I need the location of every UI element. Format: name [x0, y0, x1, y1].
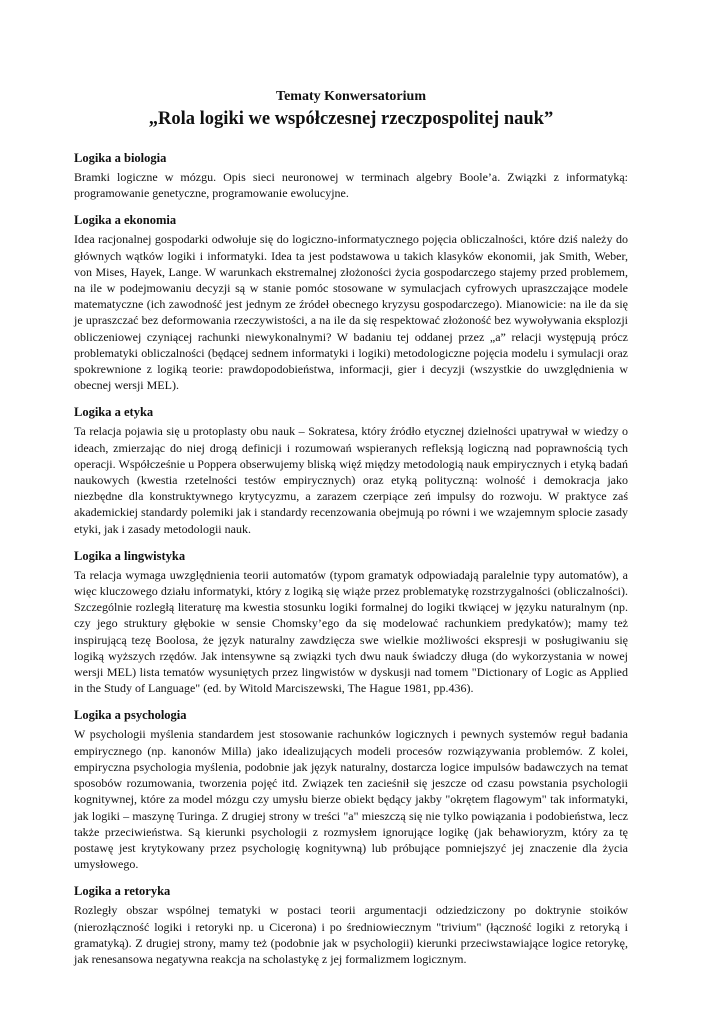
- section-heading: Logika a ekonomia: [74, 213, 177, 228]
- section-heading: Logika a biologia: [74, 151, 167, 165]
- section-body: Idea racjonalnej gospodarki odwołuje się do logiczno-informatycznego pojęcia obliczalności, które dziś należy do głównych wątków logiki i informatyki. Idea ta jest podstawowa u takich klasyków ekonomii, jak Smith, Weber, von Mises, Hayek, Lange. W warunkach ekstremalnej złożoności życia gospodarczego stajemy przed problemem, na ile w podejmowaniu decyzji są w stanie pomóc stosowane w symulacjach cyfrowych upraszczające modele matematyczne (ich zawodność jest jednym ze źródeł obecnego kryzysu gospodarczego). Mianowicie: na ile da się je upraszczać bez deformowania rzeczywistości, a na ile da się respektować złożoność bez wywoływania eksplozji obliczeniowej czyniącej rachunki niewykonalnymi? W badaniu tej oddanej przez „a” relacji występują prócz problematyki obliczalności (będącej sednem informatyki i logiki) metodologiczne pojęcia modelu i symulacji oraz spokrewnione z logiką teorie: prawdopodobieństwa, informacji, gier i decyzji (wszystkie do uwzględnienia w obecnej wersji MEL).: [74, 232, 628, 393]
- section-body: Ta relacja wymaga uwzględnienia teorii automatów (typom gramatyk odpowiadają paralelnie typy automatów), a więc kluczowego działu informatyki, który z logiką się wiąże przez problematykę rozstrzygalności (obliczalności). Szczególnie rozległą literaturę ma kwestia stosunku logiki formalnej do logiki tkwiącej w języku naturalnym (np. czy jego struktury głębokie w sensie Chomsky’ego da się modelować rachunkiem predykatów); mamy też inspirującą tezę Boolosa, że język naturalny zawdzięcza swe wielkie możliwości ekspresji w posługiwaniu się logiką wyższych rzędów. Jak intensywne są związki tych dwu nauk świadczy długa (do wykorzystania w nowej wersji MEL) lista tematów wysuniętych przez lingwistów w dyskusji nad tomem "Dictionary of Logic as Applied in the Study of Language" (ed. by Witold Marciszewski, The Hague 1981, pp.436).: [74, 567, 628, 696]
- section-heading: Logika a etyka: [74, 405, 154, 420]
- section-heading: Logika a psychologia: [74, 708, 187, 723]
- section-body: Ta relacja pojawia się u protoplasty obu nauk – Sokratesa, który źródło etycznej dzielności upatrywał w wiedzy o ideach, zmierzając do niej drogą definicji i rozumowań wspieranych refleksją logiczną nad poprawnością tych operacji. Współcześnie u Poppera obserwujemy bliską więź między metodologią nauk empirycznych i etyką badań naukowych (kwestia rzetelności testów empirycznych) oraz etyką polityczną: wolność i demokracja jako niezbędne dla konstruktywnego krytycyzmu, a zarazem czerpiące zeń impulsy do rozwoju. W praktyce zaś akademickiej standardy polemiki jak i standardy recenzowania obejmują po równi i we wzajemnym splocie zasady etyki, jak i zasady metodologii nauk.: [74, 424, 628, 536]
- section-ethics: [74, 404, 628, 536]
- document-page: [74, 88, 628, 978]
- section-rhetoric: [74, 883, 628, 967]
- section-heading: Logika a lingwistyka: [74, 548, 186, 563]
- section-biology: [74, 150, 628, 201]
- section-heading: Logika a retoryka: [74, 884, 171, 899]
- document-title: „Rola logiki we współczesnej rzeczpospolitej nauk”: [148, 109, 554, 129]
- section-psychology: [74, 707, 628, 872]
- section-body: Bramki logiczne w mózgu. Opis sieci neuronowej w terminach algebry Boole’a. Związki z informatyką: programowanie genetyczne, programowanie ewolucyjne.: [74, 170, 628, 201]
- document-header: [74, 88, 628, 130]
- document-subtitle: Tematy Konwersatorium: [276, 89, 426, 104]
- section-linguistics: [74, 548, 628, 697]
- section-economics: [74, 212, 628, 393]
- section-body: Rozległy obszar wspólnej tematyki w postaci teorii argumentacji odziedziczony po doktrynie stoików (nierozłączność logiki i retoryki np. u Cicerona) i po średniowiecznym "trivium" (łączność logiki z retoryką i gramatyką). Z drugiej strony, mamy też (podobnie jak w psychologii) kierunki przeciwstawiające logice retorykę, jak renesansowa negatywna reakcja na scholastykę z jej formalizmem logicznym.: [74, 903, 628, 966]
- section-body: W psychologii myślenia standardem jest stosowanie rachunków logicznych i pewnych systemów reguł badania empirycznego (np. kanonów Milla) jako idealizujących modeli procesów rozwiązywania problemów. Z kolei, empiryczna psychologia myślenia, podobnie jak język naturalny, dostarcza logice impulsów badawczych na temat sposobów rozumowania, tworzenia pojęć itd. Związek ten zacieśnił się jeszcze od czasu powstania psychologii kognitywnej, które za model mózgu czy umysłu bierze obiekt będący jakby "okrętem flagowym" tak informatyki, jak logiki – maszynę Turinga. Z drugiej strony w treści "a" mieszczą się nie tylko powiązania i podobieństwa, lecz także przeciwieństwa. Są kierunki psychologii z rozmysłem ignorujące logikę (jak behawioryzm, który za tę postawę jest krytykowany przez psychologię kognitywną) lub próbujące pomniejszyć jej znaczenie dla życia umysłowego.: [74, 727, 628, 872]
